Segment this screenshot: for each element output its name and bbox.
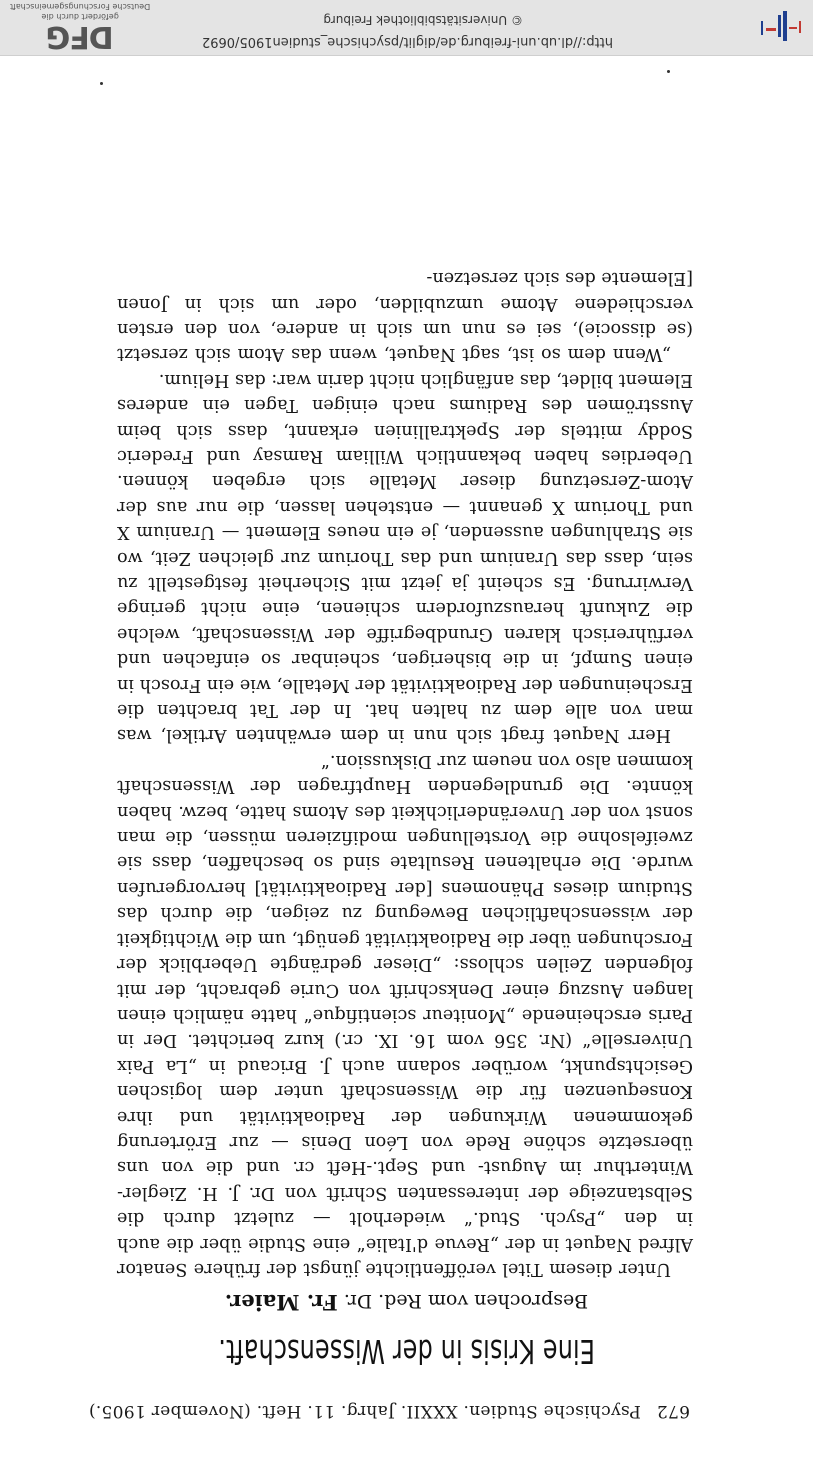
speck-mark <box>100 82 103 85</box>
copyright-notice: © Universitätsbibliothek Freiburg <box>323 13 523 27</box>
byline-author: Fr. Maier. <box>224 1290 338 1315</box>
article-body <box>117 265 693 1281</box>
speck-mark <box>667 70 670 73</box>
source-url-link[interactable]: http://dl.ub.uni-freiburg.de/diglit/psychische_studien1905/0692 <box>201 34 613 49</box>
dfg-logo <box>10 1 151 54</box>
article-byline <box>0 1290 813 1315</box>
dfg-caption-line-1: gefördert durch die <box>41 12 119 21</box>
body-paragraph: Unter diesem Titel veröffentlichte jüngst der frühere Senator Alfred Naquet in der „Revue d'Italie“ eine Studie über die auch in den „Psych. Stud.“ wiederholt — zuletzt durch die Selbstanzeige der interessanten Schrift von Dr. J. H. Ziegler-Winterthur im August- und Sept.-Heft cr. und die von uns übersetzte schöne Rede von Léon Denis — zur Erörterung gekommenen Wirkungen der Radioaktivität und ihre Konsequenzen für die Wissenschaft unter dem logischen Gesichtspunkt, worüber sodann auch J. Bricaud in „La Paix Universelle“ (Nr. 356 vom 16. IX. cr.) kurz berichtet. Der in Paris erscheinende „Moniteur scientifique“ hatte nämlich einen langen Auszug einer Denkschrift von Curie gebracht, der mit folgenden Zeilen schloss: „Dieser gedrängte Ueberblick der Forschungen über die Radioaktivität genügt, um die Wichtigkeit der wissenschaftlichen Bewegung zu zeigen, die durch das Studium dieses Phänomens [der Radioaktivität] hervorgerufen wurde. Die erhaltenen Resultate sind so beschaffen, dass sie zweifelsohne die Vorstellungen modifizieren müssen, die man sonst von der Unveränderlichkeit des Atoms hatte, bezw. haben könnte. Die grundlegenden Hauptfragen der Wissenschaft kommen also von neuem zur Diskussion.“ <box>117 750 693 1279</box>
dfg-caption-line-2: Deutsche Forschungsgemeinschaft <box>10 2 151 11</box>
running-header <box>88 1401 690 1421</box>
body-paragraph: Herr Naquet fragt sich nun in dem erwähnten Artikel, was man von alle dem zu halten hat. In der Tat brachten die Erscheinungen der Radioaktivität der Metalle, wie ein Frosch in einen Sumpf, in die bisherigen, scheinbar so einfachen und verführerisch klaren Grundbegriffe der Wissenschaft, welche die Zukunft herauszufordern schienen, eine nicht geringe Verwirrung. Es scheint ja jetzt mit Sicherheit festgestellt zu sein, dass das Uranium und das Thorium zur gleichen Zeit, wo sie Strahlungen aussenden, je ein neues Element — Uranium X und Thorium X genannt — entstehen lassen, die nur aus der Atom-Zersetzung dieser Metalle sich ergeben können. Ueberdies haben bekanntlich William Ramsay und Frederic Soddy mittels der Spektrallinien erkannt, dass sich beim Ausströmen des Radiums nach einigen Tagen ein anderes Element bildet, das anfänglich nicht darin war: das Helium. <box>117 369 693 746</box>
page-number: 672 <box>656 1401 690 1421</box>
digitization-footer <box>0 0 813 56</box>
byline-prefix: Besprochen vom Red. Dr. <box>343 1290 589 1312</box>
dfg-logo-text: DFG <box>46 19 114 54</box>
running-title: Psychische Studien. XXXII. Jahrg. 11. Heft. (November 1905.) <box>88 1401 641 1421</box>
document-page <box>0 56 813 1473</box>
article-title: Eine Krisis in der Wissenschaft. <box>218 1332 595 1371</box>
body-paragraph: „Wenn dem so ist, sagt Naquet, wenn das Atom sich zersetzt (se dissocie), sei es nun um sich in andere, von den ersten verschiedene Atome umzubilden, oder um sich in Jonen [Elemente des sich zersetzen- <box>117 268 693 365</box>
library-logo-icon <box>757 7 803 47</box>
